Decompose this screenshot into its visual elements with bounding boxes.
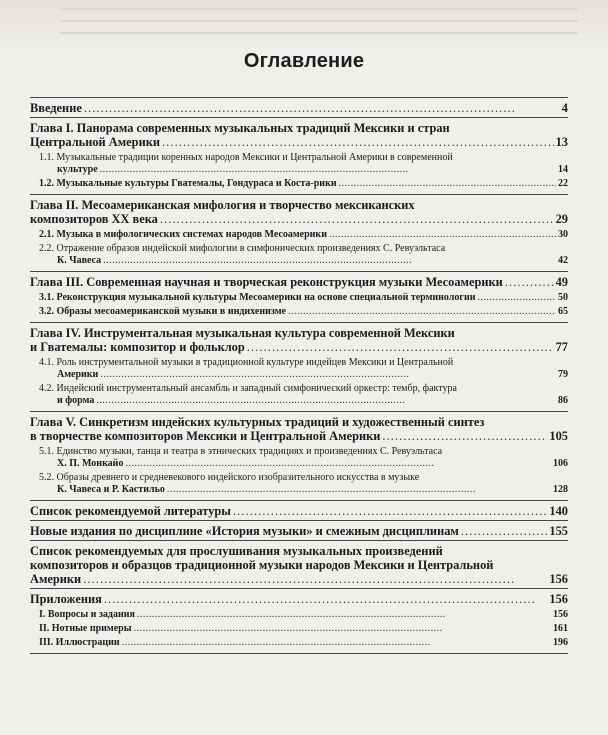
page-number: 22 xyxy=(558,178,568,189)
toc-entry-text: Приложения xyxy=(30,592,102,606)
toc-entry-text: Х. П. Монкайо xyxy=(57,458,124,469)
toc-leader-line xyxy=(39,255,568,267)
toc-subsection-entry[interactable] xyxy=(30,357,568,381)
page-number: 155 xyxy=(549,524,568,538)
toc-leader-line xyxy=(39,178,568,190)
toc-chapter-entry[interactable] xyxy=(30,501,568,521)
previous-page-bleed-through xyxy=(0,0,608,48)
toc-subsection-list xyxy=(30,149,568,192)
dot-leader xyxy=(167,484,551,496)
dot-leader xyxy=(83,572,547,586)
page-number: 105 xyxy=(549,429,568,443)
page-number: 13 xyxy=(555,135,568,149)
toc-leader-line xyxy=(39,292,568,304)
page-number: 30 xyxy=(558,229,568,240)
page-number: 29 xyxy=(555,212,568,226)
toc-entry-text: композиторов XX века xyxy=(30,212,158,226)
toc-subsection-entry[interactable] xyxy=(30,609,568,621)
dot-leader xyxy=(461,524,548,538)
toc-entry-text: Америки xyxy=(30,572,82,586)
toc-entry-text: и форма xyxy=(57,395,95,406)
toc-subsection-list xyxy=(30,443,568,498)
toc-subsection-entry[interactable] xyxy=(30,383,568,407)
dot-leader xyxy=(122,637,551,649)
toc-entry-text: 5.2. Образы древнего и средневекового индейского изобразительного искусства в музыке xyxy=(39,472,420,483)
toc-chapter-entry[interactable] xyxy=(30,118,568,195)
toc-entry-text: и Гватемалы: композитор и фольклор xyxy=(30,340,245,354)
toc-leader-line xyxy=(30,212,568,226)
toc-entry-text: К. Чавеса и Р. Кастильо xyxy=(57,484,165,495)
toc-entry-text: Америки xyxy=(57,369,99,380)
toc-entry-text: Список рекомендуемой литературы xyxy=(30,504,231,518)
toc-entry-text: 3.1. Реконструкция музыкальной культуры Месоамерики на основе специальной терминологии xyxy=(39,292,476,303)
table-of-contents xyxy=(30,97,568,654)
toc-leader-line xyxy=(39,623,568,635)
toc-subsection-entry[interactable] xyxy=(30,292,568,304)
toc-subsection-list xyxy=(30,226,568,269)
toc-entry-text: 4.2. Индейский инструментальный ансамбль и западный симфонический оркестр: тембр, фактура xyxy=(39,383,457,394)
toc-entry-text: в творчестве композиторов Мексики и Центральной Америки xyxy=(30,429,381,443)
toc-entry-text: 4.1. Роль инструментальной музыки в традиционной культуре индейцев Мексики и Центральной xyxy=(39,357,454,368)
toc-leader-line xyxy=(30,592,568,606)
page-number: 42 xyxy=(558,255,568,266)
toc-entry-text: К. Чавеса xyxy=(57,255,102,266)
page-number: 156 xyxy=(553,609,568,620)
toc-leader-line xyxy=(30,504,568,518)
toc-subsection-entry[interactable] xyxy=(30,623,568,635)
dot-leader xyxy=(160,212,554,226)
toc-chapter-entry[interactable] xyxy=(30,589,568,654)
toc-subsection-entry[interactable] xyxy=(30,152,568,176)
page-number: 156 xyxy=(549,572,568,586)
dot-leader xyxy=(125,458,551,470)
page-number: 65 xyxy=(558,306,568,317)
toc-entry-text: Введение xyxy=(30,101,82,115)
toc-entry-text: III. Иллюстрации xyxy=(39,637,120,648)
toc-entry-text: 2.1. Музыка в мифологических системах народов Месоамерики xyxy=(39,229,327,240)
toc-entry-text: Глава II. Месоамериканская мифология и творчество мексиканских xyxy=(30,198,415,212)
toc-entry-text: Глава I. Панорама современных музыкальных традиций Мексики и стран xyxy=(30,121,450,135)
toc-entry-text: 1.1. Музыкальные традиции коренных народов Мексики и Центральной Америки в современной xyxy=(39,152,453,163)
toc-subsection-entry[interactable] xyxy=(30,306,568,318)
toc-subsection-list xyxy=(30,354,568,409)
dot-leader xyxy=(84,101,560,115)
dot-leader xyxy=(477,292,556,304)
page-number: 128 xyxy=(553,484,568,495)
toc-leader-line xyxy=(39,458,568,470)
toc-entry-text: Центральной Америки xyxy=(30,135,160,149)
toc-subsection-list xyxy=(30,606,568,651)
page-number: 77 xyxy=(555,340,568,354)
dot-leader xyxy=(247,340,554,354)
dot-leader xyxy=(329,229,556,241)
dot-leader xyxy=(137,609,551,621)
toc-subsection-entry[interactable] xyxy=(30,446,568,470)
toc-entry-text: Новые издания по дисциплине «История музыки» и смежным дисциплинам xyxy=(30,524,459,538)
toc-entry-text: композиторов и образцов традиционной музыки народов Мексики и Центральной xyxy=(30,558,494,572)
toc-entry-text: Список рекомендуемых для прослушивания музыкальных произведений xyxy=(30,544,443,558)
toc-entry-text: II. Нотные примеры xyxy=(39,623,132,634)
dot-leader xyxy=(233,504,547,518)
toc-chapter-entry[interactable] xyxy=(30,412,568,501)
toc-leader-line xyxy=(30,572,568,586)
toc-chapter-entry[interactable] xyxy=(30,195,568,272)
dot-leader xyxy=(100,164,556,176)
toc-leader-line xyxy=(39,637,568,649)
toc-entry-text: Глава III. Современная научная и творческая реконструкция музыки Месоамерики xyxy=(30,275,503,289)
toc-leader-line xyxy=(39,609,568,621)
toc-leader-line xyxy=(39,484,568,496)
toc-leader-line xyxy=(39,306,568,318)
toc-entry-text: 2.2. Отражение образов индейской мифологии в симфонических произведениях С. Ревуэльтаса xyxy=(39,243,446,254)
toc-leader-line xyxy=(39,164,568,176)
dot-leader xyxy=(100,369,556,381)
page-number: 161 xyxy=(553,623,568,634)
page-title: Оглавление xyxy=(243,50,365,72)
page-number: 79 xyxy=(558,369,568,380)
dot-leader xyxy=(505,275,554,289)
toc-chapter-entry[interactable] xyxy=(30,521,568,541)
toc-subsection-entry[interactable] xyxy=(30,229,568,241)
dot-leader xyxy=(382,429,547,443)
toc-chapter-entry[interactable] xyxy=(30,272,568,323)
toc-entry-text: Глава V. Синкретизм индейских культурных традиций и художественный синтез xyxy=(30,415,485,429)
page-number: 196 xyxy=(553,637,568,648)
toc-subsection-list xyxy=(30,289,568,320)
toc-subsection-entry[interactable] xyxy=(30,243,568,267)
toc-entry-text: 5.1. Единство музыки, танца и театра в этнических традициях и произведениях С. Ревуэльтаса xyxy=(39,446,443,457)
toc-subsection-entry[interactable] xyxy=(30,637,568,649)
dot-leader xyxy=(162,135,554,149)
toc-subsection-entry[interactable] xyxy=(30,178,568,190)
toc-entry-text: I. Вопросы и задания xyxy=(39,609,135,620)
page-number: 49 xyxy=(555,275,568,289)
toc-leader-line xyxy=(30,524,568,538)
toc-subsection-entry[interactable] xyxy=(30,472,568,496)
page-number: 50 xyxy=(558,292,568,303)
toc-entry-text: Глава IV. Инструментальная музыкальная культура современной Мексики xyxy=(30,326,455,340)
toc-leader-line xyxy=(30,101,568,115)
toc-leader-line xyxy=(39,229,568,241)
toc-leader-line xyxy=(39,395,568,407)
toc-chapter-entry[interactable] xyxy=(30,541,568,589)
toc-leader-line xyxy=(30,340,568,354)
dot-leader xyxy=(339,178,556,190)
toc-leader-line xyxy=(30,275,568,289)
toc-entry-text: культуре xyxy=(57,164,98,175)
dot-leader xyxy=(96,395,556,407)
toc-leader-line xyxy=(39,369,568,381)
toc-leader-line xyxy=(30,135,568,149)
page-number: 106 xyxy=(553,458,568,469)
page-number: 156 xyxy=(549,592,568,606)
toc-chapter-entry[interactable] xyxy=(30,97,568,118)
page-number: 4 xyxy=(561,101,568,115)
toc-chapter-entry[interactable] xyxy=(30,323,568,412)
page-number: 86 xyxy=(558,395,568,406)
toc-leader-line xyxy=(30,429,568,443)
dot-leader xyxy=(288,306,556,318)
dot-leader xyxy=(103,255,556,267)
dot-leader xyxy=(134,623,551,635)
page-number: 140 xyxy=(549,504,568,518)
toc-entry-text: 3.2. Образы месоамериканской музыки в индихенизме xyxy=(39,306,286,317)
toc-entry-text: 1.2. Музыкальные культуры Гватемалы, Гондураса и Коста-рики xyxy=(39,178,337,189)
dot-leader xyxy=(104,592,548,606)
page-number: 14 xyxy=(558,164,568,175)
